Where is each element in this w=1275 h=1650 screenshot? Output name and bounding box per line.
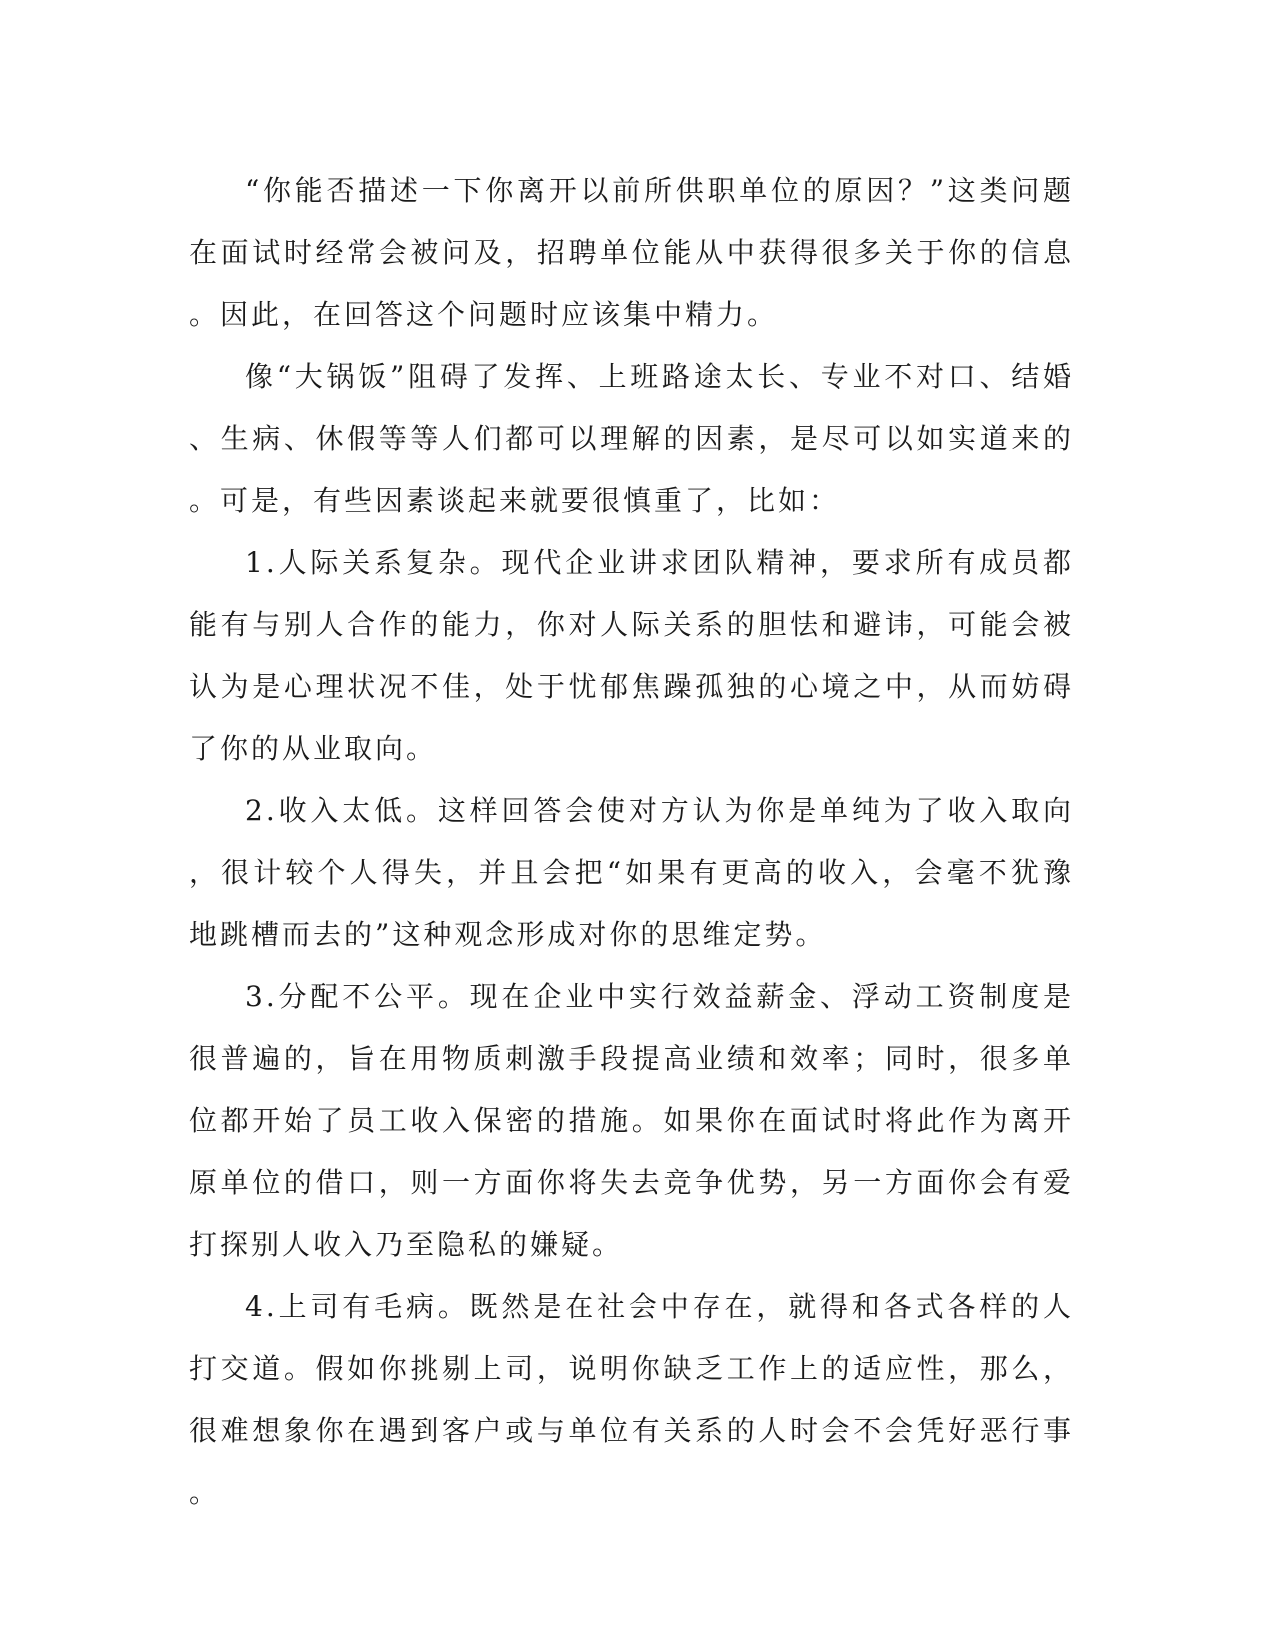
- paragraph-point-3: 3.分配不公平。现在企业中实行效益薪金、浮动工资制度是很普遍的，旨在用物质刺激手段提高业绩和效率；同时，很多单位都开始了员工收入保密的措施。如果你在面试时将此作为离开原单位的借口，则一方面你将失去竞争优势，另一方面你会有爱打探别人收入乃至隐私的嫌疑。: [189, 980, 1074, 1261]
- paragraph-point-2: 2.收入太低。这样回答会使对方认为你是单纯为了收入取向，很计较个人得失，并且会把“如果有更高的收入，会毫不犹豫地跳槽而去的”这种观念形成对你的思维定势。: [189, 794, 1074, 951]
- paragraph-point-1: 1.人际关系复杂。现代企业讲求团队精神，要求所有成员都能有与别人合作的能力，你对人际关系的胆怯和避讳，可能会被认为是心理状况不佳，处于忧郁焦躁孤独的心境之中，从而妨碍了你的从业取向。: [189, 546, 1074, 765]
- paragraph-acceptable-reasons: 像“大锅饭”阻碍了发挥、上班路途太长、专业不对口、结婚、生病、休假等等人们都可以理解的因素，是尽可以如实道来的。可是，有些因素谈起来就要很慎重了，比如：: [189, 360, 1074, 517]
- paragraph-point-4: 4.上司有毛病。既然是在社会中存在，就得和各式各样的人打交道。假如你挑剔上司，说明你缺乏工作上的适应性，那么，很难想象你在遇到客户或与单位有关系的人时会不会凭好恶行事。: [189, 1290, 1074, 1509]
- document-body: [189, 160, 1074, 1524]
- paragraph-intro: “你能否描述一下你离开以前所供职单位的原因？”这类问题在面试时经常会被问及，招聘单位能从中获得很多关于你的信息。因此，在回答这个问题时应该集中精力。: [189, 174, 1074, 331]
